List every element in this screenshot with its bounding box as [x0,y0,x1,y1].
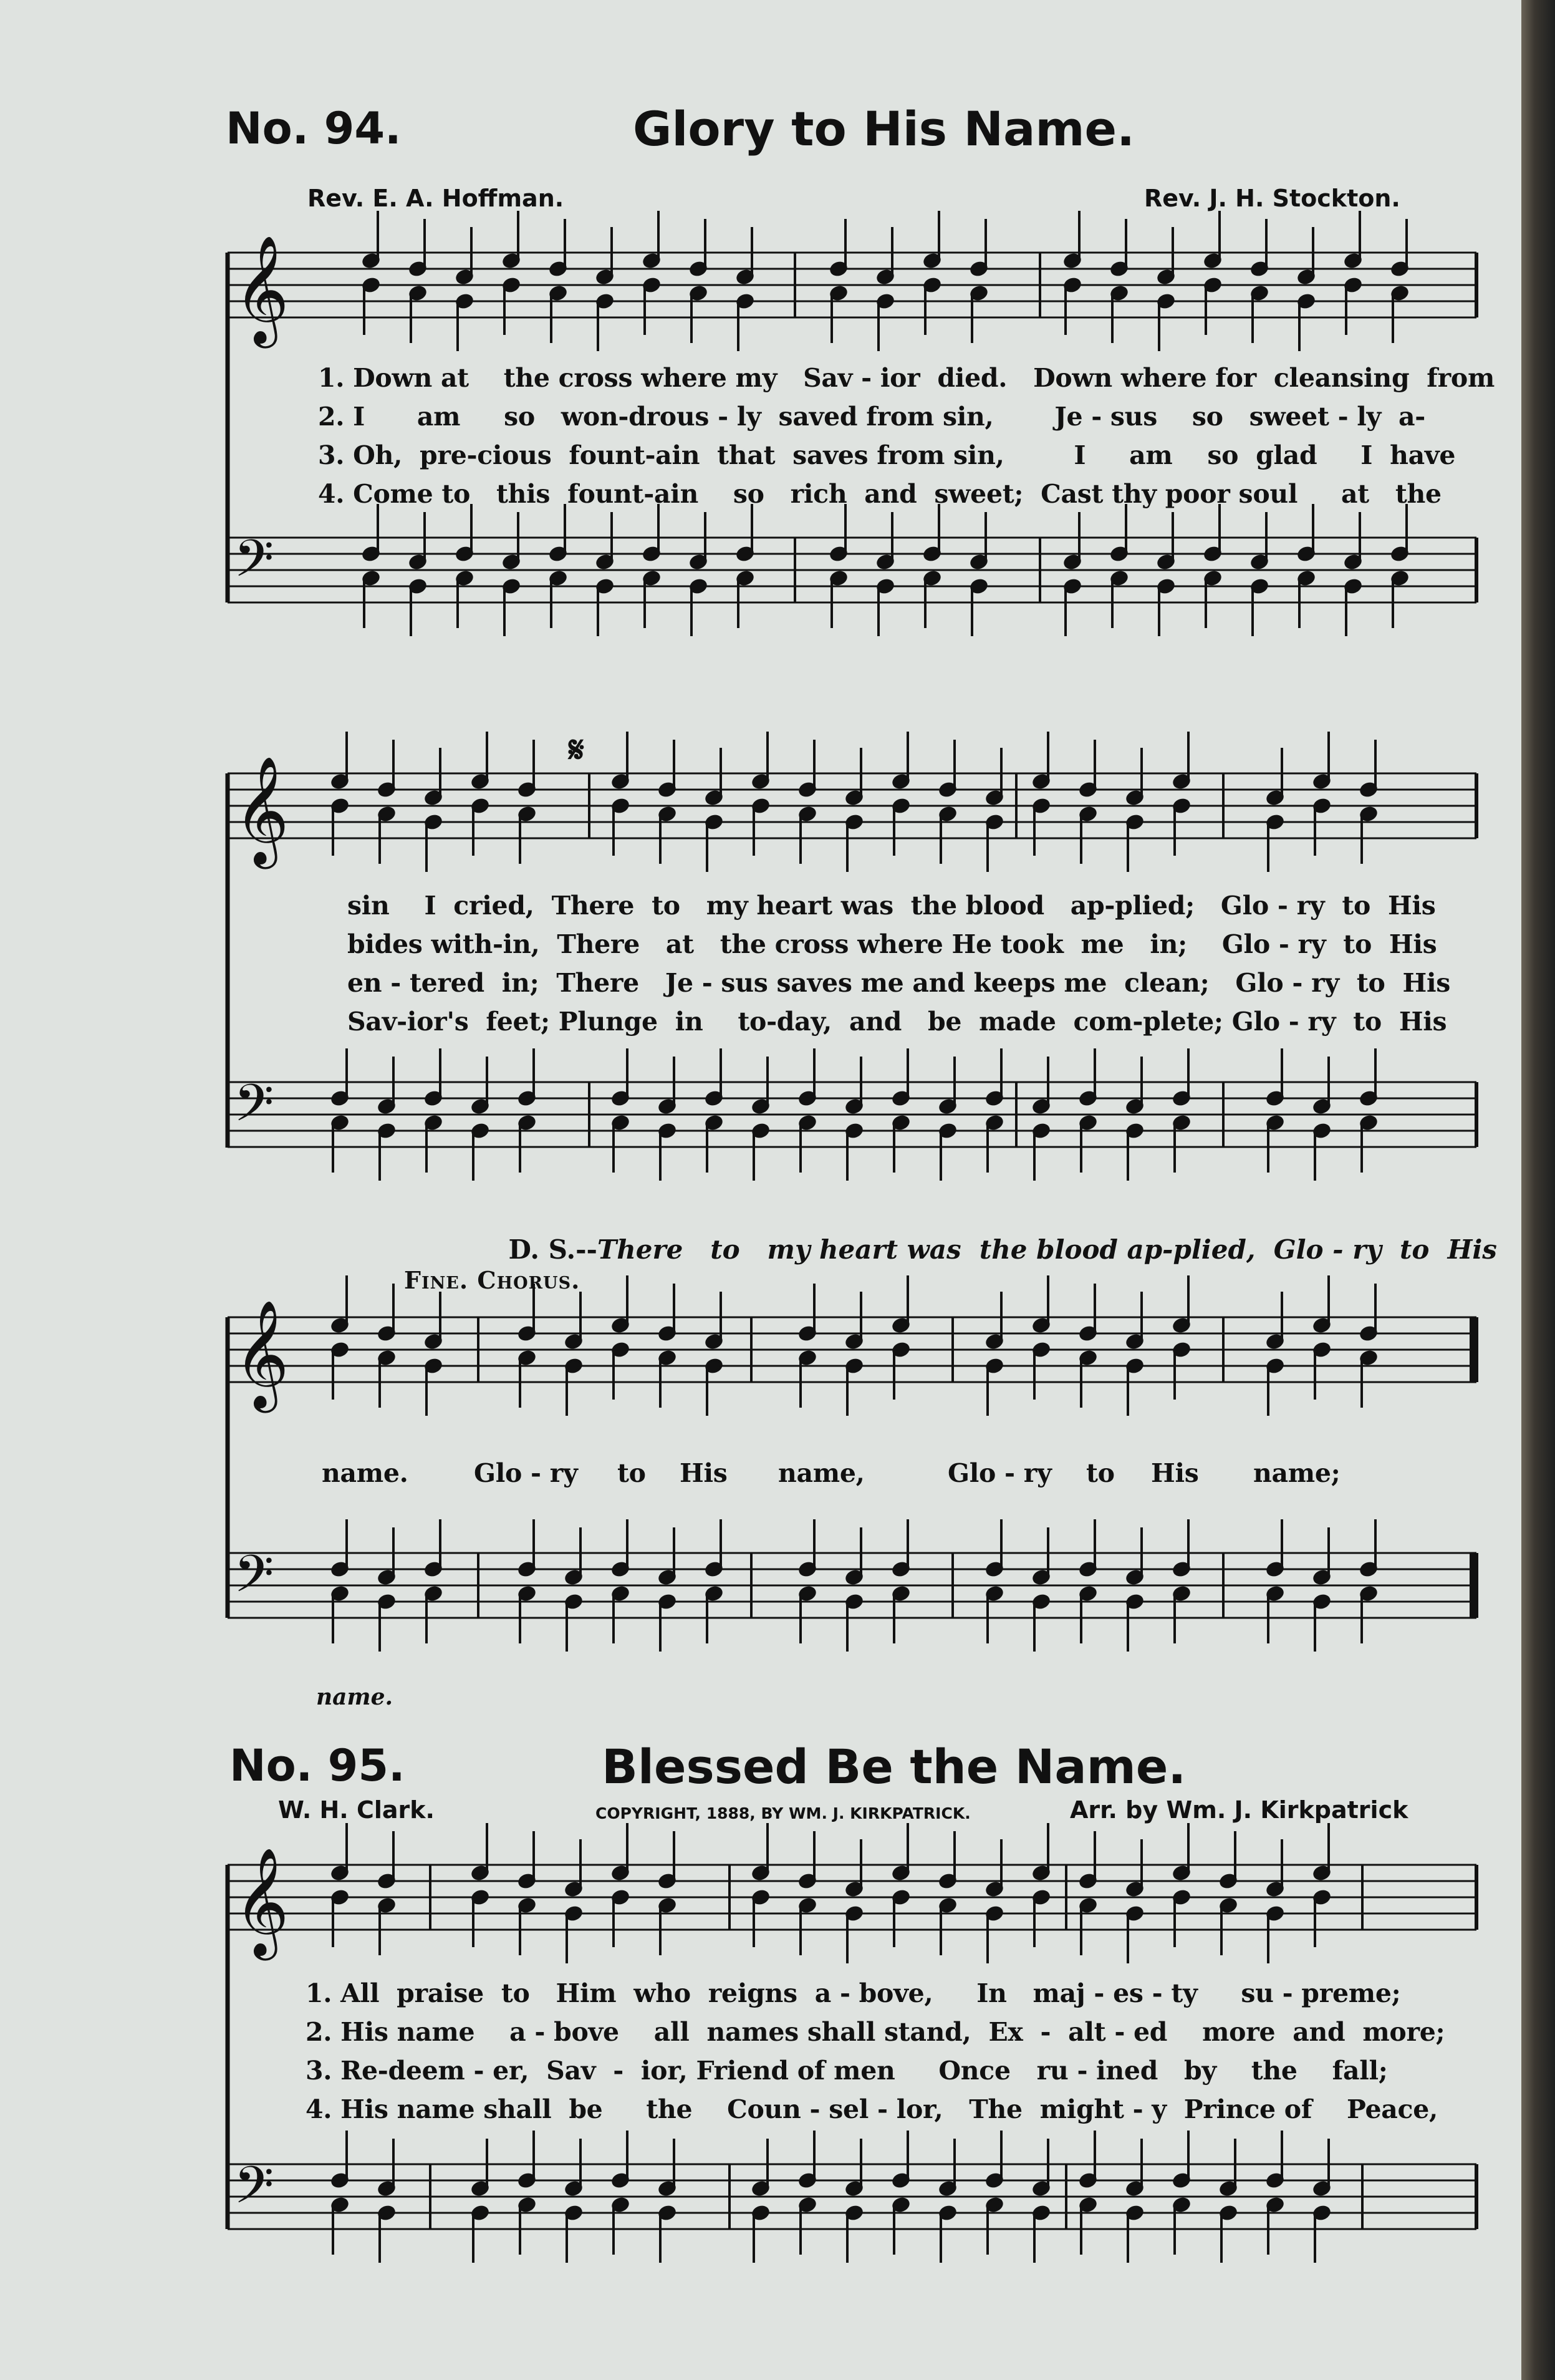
segno-icon: 𝄋 [569,728,585,771]
hymn-94-lyricist: Rev. E. A. Hoffman. [307,185,564,212]
ds-prefix: D. S.-- [508,1234,597,1265]
hymn-95-verse-4: 4. His name shall be the Coun - sel - lor, The might - y Prince of Peace, [306,2094,1438,2124]
chorus-word-name: name. [322,1458,408,1488]
ds-line [472,1204,1497,1295]
ds-text: There to my heart was the blood ap-plied, Glo - ry to His [597,1234,1497,1265]
hymn-95-title: Blessed Be the Name. [602,1739,1187,1794]
chorus-word-glory-2: Glo - ry [948,1458,1052,1488]
chorus-word-his-2: His [1151,1458,1199,1488]
chorus-word-to-2: to [1086,1458,1115,1488]
hymn-94-verse-2-line-2: bides with-in, There at the cross where He took me in; Glo - ry to His [347,929,1437,959]
chorus-word-to-1: to [617,1458,646,1488]
chorus-word-name-1: name, [778,1458,865,1488]
treble-clef-icon: 𝄞 [234,756,289,864]
treble-clef-icon: 𝄞 [234,235,289,344]
hymn-94-verse-3-line-1: 3. Oh, pre-cious fount-ain that saves from sin, I am so glad I have [318,440,1456,470]
bass-name-word: name. [316,1684,393,1710]
treble-clef-icon: 𝄞 [234,1847,289,1956]
bass-clef-icon: 𝄢 [234,1073,274,1146]
chorus-word-glory-1: Glo - ry [474,1458,578,1488]
hymn-95-lyricist: W. H. Clark. [278,1796,435,1824]
bass-clef-icon: 𝄢 [234,2155,274,2228]
hymn-94-verse-1-line-1: 1. Down at the cross where my Sav - ior died. Down where for cleansing from [318,363,1495,393]
hymn-94-verse-1-line-2: sin I cried, There to my heart was the blood ap-plied; Glo - ry to His [347,891,1436,921]
hymn-94-verse-4-line-1: 4. Come to this fount-ain so rich and sweet; Cast thy poor soul at the [318,479,1442,509]
hymn-94-composer: Rev. J. H. Stockton. [1144,185,1400,212]
hymn-94-verse-4-line-2: Sav-ior's feet; Plunge in to-day, and be made com-plete; Glo - ry to His [347,1007,1447,1037]
hymn-95-verse-2: 2. His name a - bove all names shall stand, Ex - alt - ed more and more; [306,2017,1445,2047]
hymn-95-number: No. 95. [229,1740,405,1791]
hymn-95-verse-3: 3. Re-deem - er, Sav - ior, Friend of men Once ru - ined by the fall; [306,2056,1388,2086]
hymn-95-arranger: Arr. by Wm. J. Kirkpatrick [1070,1796,1408,1824]
hymn-94-verse-3-line-2: en - tered in; There Je - sus saves me and keeps me clean; Glo - ry to His [347,968,1451,998]
hymn-94-verse-2-line-1: 2. I am so won-drous - ly saved from sin, Je - sus so sweet - ly a- [318,402,1426,432]
treble-clef-icon: 𝄞 [234,1300,289,1408]
chorus-word-name-2: name; [1253,1458,1341,1488]
hymn-95-verse-1: 1. All praise to Him who reigns a - bove, In maj - es - ty su - preme; [306,1978,1401,2008]
chorus-word-his-1: His [680,1458,728,1488]
bass-clef-icon: 𝄢 [234,1544,274,1617]
hymn-94-title: Glory to His Name. [633,101,1135,157]
bass-clef-icon: 𝄢 [234,528,274,601]
book-binding [1521,0,1555,2380]
fine-chorus-label: Fine. Chorus. [404,1266,580,1294]
hymn-95-copyright: COPYRIGHT, 1888, BY WM. J. KIRKPATRICK. [595,1804,971,1822]
hymn-94-number: No. 94. [226,103,402,154]
